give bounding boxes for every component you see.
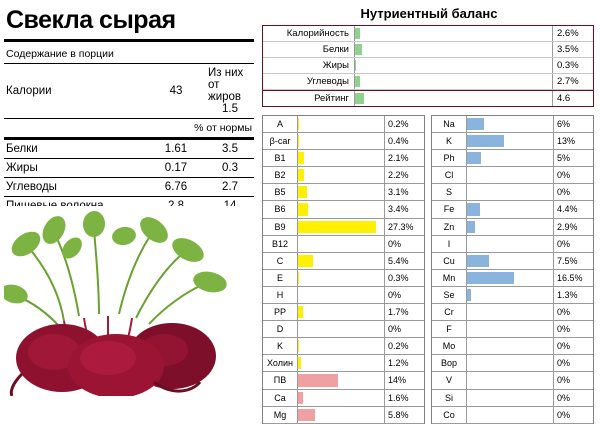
nutrient-percent: 2.9% bbox=[553, 219, 593, 235]
table-row-portion-header bbox=[4, 45, 254, 64]
macro-bar-track bbox=[354, 42, 553, 57]
nutrient-label: Ca bbox=[263, 390, 298, 406]
nutrient-bar-track bbox=[467, 201, 553, 217]
nutrient-percent: 0% bbox=[384, 236, 424, 252]
nutrient-bar bbox=[467, 203, 480, 215]
nutrient-label: Bop bbox=[432, 355, 467, 371]
macro-label: Калорийность bbox=[286, 28, 349, 39]
nutrient-bar-track bbox=[467, 407, 553, 423]
nutrient-percent: 0% bbox=[384, 287, 424, 303]
chart-row bbox=[432, 390, 593, 407]
chart-row bbox=[432, 407, 593, 424]
chart-row bbox=[263, 150, 424, 167]
chart-row bbox=[263, 133, 424, 150]
nutrient-label: Fe bbox=[432, 201, 467, 217]
fat-calories-value: 1.5 bbox=[222, 103, 238, 115]
chart-row bbox=[432, 270, 593, 287]
nutrient-label: Mn bbox=[432, 270, 467, 286]
nutrient-percent: 6% bbox=[553, 116, 593, 132]
nutrient-percent: 0.3 bbox=[222, 162, 238, 174]
nutrient-bar-track bbox=[298, 287, 384, 303]
nutrient-bar bbox=[298, 306, 303, 318]
nutrient-percent: 16.5% bbox=[553, 270, 593, 286]
nutrient-percent: 0% bbox=[553, 321, 593, 337]
nutrient-label: B6 bbox=[263, 201, 298, 217]
chart-row bbox=[432, 167, 593, 184]
nutrient-bar-track bbox=[298, 304, 384, 320]
chart-row bbox=[263, 270, 424, 287]
table-row bbox=[4, 178, 254, 197]
nutrient-bar bbox=[467, 152, 481, 164]
macro-label: Жиры bbox=[322, 60, 349, 71]
nutrient-percent: 2.1% bbox=[384, 150, 424, 166]
chart-row bbox=[263, 201, 424, 218]
chart-row bbox=[432, 201, 593, 218]
macro-value: 0.3% bbox=[557, 60, 579, 71]
nutrient-label: β-car bbox=[263, 133, 298, 149]
macro-bar-track bbox=[354, 58, 553, 73]
nutrient-bar bbox=[298, 374, 338, 386]
chart-row bbox=[432, 321, 593, 338]
nutrient-percent: 0% bbox=[553, 390, 593, 406]
nutrient-percent: 5.4% bbox=[384, 253, 424, 269]
percent-norm-header: % от нормы bbox=[194, 122, 252, 134]
nutrient-bar-track bbox=[467, 372, 553, 388]
micronutrient-charts bbox=[262, 115, 594, 424]
nutrient-bar-track bbox=[467, 133, 553, 149]
chart-row bbox=[263, 74, 593, 90]
nutrient-bar bbox=[298, 392, 303, 404]
nutrient-bar bbox=[298, 203, 308, 215]
nutrient-label: D bbox=[263, 321, 298, 337]
macro-value: 3.5% bbox=[557, 44, 579, 55]
nutrient-bar-track bbox=[467, 253, 553, 269]
nutrient-bar-track bbox=[298, 355, 384, 371]
chart-row bbox=[432, 287, 593, 304]
nutrient-label: A bbox=[263, 116, 298, 132]
chart-row bbox=[263, 338, 424, 355]
nutrient-label: Zn bbox=[432, 219, 467, 235]
nutrient-label: I bbox=[432, 236, 467, 252]
nutrient-bar-track bbox=[467, 304, 553, 320]
nutrient-bar-track bbox=[467, 150, 553, 166]
nutrient-percent: 0.2% bbox=[384, 338, 424, 354]
nutrient-label: B5 bbox=[263, 184, 298, 200]
chart-row bbox=[432, 150, 593, 167]
nutrient-bar bbox=[298, 152, 304, 164]
nutrient-bar-track bbox=[298, 236, 384, 252]
nutrient-percent: 0% bbox=[553, 372, 593, 388]
nutrient-label: C bbox=[263, 253, 298, 269]
macro-value: 4.6 bbox=[557, 93, 571, 104]
nutrient-bar-track bbox=[467, 270, 553, 286]
nutrient-label: PP bbox=[263, 304, 298, 320]
nutrient-bar-track bbox=[298, 167, 384, 183]
nutrient-label: B2 bbox=[263, 167, 298, 183]
nutrient-bar bbox=[298, 169, 304, 181]
nutrient-label: F bbox=[432, 321, 467, 337]
chart-row bbox=[263, 321, 424, 338]
chart-row bbox=[432, 219, 593, 236]
calories-value: 43 bbox=[169, 85, 183, 97]
nutrient-bar bbox=[298, 186, 307, 198]
chart-row bbox=[263, 167, 424, 184]
chart-row bbox=[263, 253, 424, 270]
nutrient-label: K bbox=[263, 338, 298, 354]
nutrient-percent: 0% bbox=[553, 236, 593, 252]
macro-bar bbox=[355, 93, 364, 104]
chart-row bbox=[432, 133, 593, 150]
nutrient-bar bbox=[467, 221, 475, 233]
nutrient-percent: 27.3% bbox=[384, 219, 424, 235]
nutrient-bar bbox=[467, 255, 489, 267]
vitamins-chart bbox=[262, 115, 425, 424]
nutrient-percent: 0% bbox=[553, 338, 593, 354]
nutrient-bar-track bbox=[467, 167, 553, 183]
nutrient-bar bbox=[298, 221, 376, 233]
nutrient-percent: 5.8% bbox=[384, 407, 424, 423]
nutrient-bar bbox=[467, 118, 484, 130]
nutrient-label: Ph bbox=[432, 150, 467, 166]
nutrient-percent: 1.7% bbox=[384, 304, 424, 320]
macro-label: Белки bbox=[322, 44, 349, 55]
nutrient-label: K bbox=[432, 133, 467, 149]
nutrient-bar bbox=[467, 135, 504, 147]
nutrient-bar bbox=[298, 135, 299, 147]
nutrient-percent: 7.5% bbox=[553, 253, 593, 269]
nutrient-bar bbox=[298, 118, 299, 130]
nutrient-bar bbox=[467, 272, 514, 284]
chart-row bbox=[432, 253, 593, 270]
nutrient-bar bbox=[298, 409, 315, 421]
nutrient-label: Co bbox=[432, 407, 467, 423]
beetroot-photo bbox=[4, 206, 254, 396]
nutrient-bar bbox=[467, 289, 471, 301]
nutrient-label: V bbox=[432, 372, 467, 388]
chart-row bbox=[432, 236, 593, 253]
nutrient-bar-track bbox=[467, 338, 553, 354]
chart-title: Нутриентный баланс bbox=[360, 6, 498, 21]
macro-bar-track bbox=[354, 26, 553, 41]
nutrient-bar-track bbox=[298, 390, 384, 406]
nutrient-bar bbox=[298, 272, 299, 284]
nutrient-bar-track bbox=[298, 321, 384, 337]
chart-row bbox=[263, 42, 593, 58]
nutrient-bar-track bbox=[298, 116, 384, 132]
table-row-calories bbox=[4, 64, 254, 119]
nutrient-percent: 0% bbox=[553, 407, 593, 423]
nutrient-label: Cr bbox=[432, 304, 467, 320]
chart-row bbox=[263, 58, 593, 74]
minerals-chart bbox=[431, 115, 594, 424]
nutrient-percent: 0% bbox=[553, 304, 593, 320]
nutrient-bar bbox=[298, 255, 313, 267]
macro-bar-track bbox=[354, 74, 553, 89]
nutrient-percent: 0% bbox=[384, 321, 424, 337]
nutrient-percent: 5% bbox=[553, 150, 593, 166]
chart-row bbox=[263, 219, 424, 236]
nutrient-balance-panel bbox=[258, 0, 600, 420]
nutrient-value: 1.61 bbox=[164, 143, 188, 155]
nutrient-label: B9 bbox=[263, 219, 298, 235]
nutrient-value: 6.76 bbox=[164, 181, 188, 193]
table-row bbox=[4, 139, 254, 159]
nutrient-bar-track bbox=[467, 184, 553, 200]
nutrient-percent: 4.4% bbox=[553, 201, 593, 217]
nutrient-label: Na bbox=[432, 116, 467, 132]
nutrient-percent: 2.7 bbox=[222, 181, 238, 193]
nutrient-label: S bbox=[432, 184, 467, 200]
nutrient-bar-track bbox=[467, 236, 553, 252]
chart-row bbox=[263, 355, 424, 372]
macro-bar bbox=[355, 28, 360, 39]
nutrient-label: Углеводы bbox=[6, 181, 57, 193]
chart-row bbox=[263, 116, 424, 133]
nutrient-bar-track bbox=[298, 201, 384, 217]
nutrient-percent: 0% bbox=[553, 184, 593, 200]
nutrient-label: B12 bbox=[263, 236, 298, 252]
macro-bar bbox=[355, 44, 362, 55]
chart-row bbox=[432, 116, 593, 133]
table-row bbox=[4, 159, 254, 178]
macro-bar bbox=[355, 60, 356, 71]
chart-row bbox=[432, 304, 593, 321]
nutrient-label: E bbox=[263, 270, 298, 286]
nutrient-percent: 1.2% bbox=[384, 355, 424, 371]
nutrient-label: H bbox=[263, 287, 298, 303]
nutrient-bar-track bbox=[467, 390, 553, 406]
nutrient-bar-track bbox=[467, 355, 553, 371]
nutrient-label: Cu bbox=[432, 253, 467, 269]
nutrient-label: Se bbox=[432, 287, 467, 303]
chart-row bbox=[263, 236, 424, 253]
nutrient-bar-track bbox=[298, 150, 384, 166]
title-divider bbox=[4, 39, 254, 42]
nutrient-label: Жиры bbox=[6, 162, 38, 174]
nutrient-percent: 0.4% bbox=[384, 133, 424, 149]
macro-label: Рейтинг bbox=[314, 93, 349, 104]
nutrient-bar-track bbox=[298, 184, 384, 200]
nutrient-label: ПВ bbox=[263, 372, 298, 388]
nutrient-bar-track bbox=[298, 372, 384, 388]
nutrient-percent: 0.3% bbox=[384, 270, 424, 286]
nutrient-bar bbox=[298, 357, 301, 369]
chart-row bbox=[263, 407, 424, 424]
nutrient-percent: 3.4% bbox=[384, 201, 424, 217]
chart-row bbox=[432, 184, 593, 201]
nutrient-percent: 0% bbox=[553, 355, 593, 371]
portion-header: Содержание в порции bbox=[6, 48, 114, 60]
nutrient-label: Mo bbox=[432, 338, 467, 354]
nutrient-bar-track bbox=[298, 219, 384, 235]
nutrition-facts-panel bbox=[0, 0, 258, 400]
table-row-percent-header bbox=[4, 119, 254, 139]
chart-row bbox=[263, 304, 424, 321]
nutrient-percent: 3.1% bbox=[384, 184, 424, 200]
page-title: Свекла сырая bbox=[6, 6, 176, 34]
chart-row bbox=[263, 287, 424, 304]
macro-value: 2.7% bbox=[557, 76, 579, 87]
nutrient-percent: 2.2% bbox=[384, 167, 424, 183]
chart-row bbox=[432, 355, 593, 372]
chart-row bbox=[432, 372, 593, 389]
nutrient-percent: 0% bbox=[553, 167, 593, 183]
nutrient-label: Cl bbox=[432, 167, 467, 183]
nutrient-bar-track bbox=[298, 407, 384, 423]
nutrient-bar-track bbox=[298, 270, 384, 286]
macro-label: Углеводы bbox=[306, 76, 349, 87]
nutrient-bar-track bbox=[467, 287, 553, 303]
macro-chart bbox=[262, 25, 594, 107]
macro-bar-track bbox=[354, 91, 553, 106]
chart-row bbox=[432, 338, 593, 355]
fat-calories-label: Из них от жиров bbox=[208, 67, 244, 103]
nutrient-label: Si bbox=[432, 390, 467, 406]
nutrient-label: Белки bbox=[6, 143, 38, 155]
macro-bar bbox=[355, 76, 360, 87]
chart-row bbox=[263, 26, 593, 42]
nutrient-bar-track bbox=[467, 321, 553, 337]
nutrient-bar bbox=[298, 340, 299, 352]
nutrient-percent: 3.5 bbox=[222, 143, 238, 155]
nutrient-percent: 1.6% bbox=[384, 390, 424, 406]
nutrient-bar-track bbox=[298, 253, 384, 269]
nutrient-label: Холин bbox=[263, 355, 298, 371]
nutrient-percent: 14% bbox=[384, 372, 424, 388]
chart-row-rating bbox=[263, 90, 593, 106]
nutrient-label: B1 bbox=[263, 150, 298, 166]
nutrient-bar-track bbox=[298, 133, 384, 149]
chart-row bbox=[263, 184, 424, 201]
nutrient-value: 0.17 bbox=[164, 162, 188, 174]
nutrient-percent: 1.3% bbox=[553, 287, 593, 303]
macro-value: 2.6% bbox=[557, 28, 579, 39]
nutrient-bar-track bbox=[467, 219, 553, 235]
nutrient-bar-track bbox=[298, 338, 384, 354]
nutrient-percent: 0.2% bbox=[384, 116, 424, 132]
nutrient-label: Mg bbox=[263, 407, 298, 423]
nutrient-bar-track bbox=[467, 116, 553, 132]
nutrient-percent: 13% bbox=[553, 133, 593, 149]
calories-label: Калории bbox=[6, 85, 52, 97]
chart-row bbox=[263, 372, 424, 389]
chart-row bbox=[263, 390, 424, 407]
